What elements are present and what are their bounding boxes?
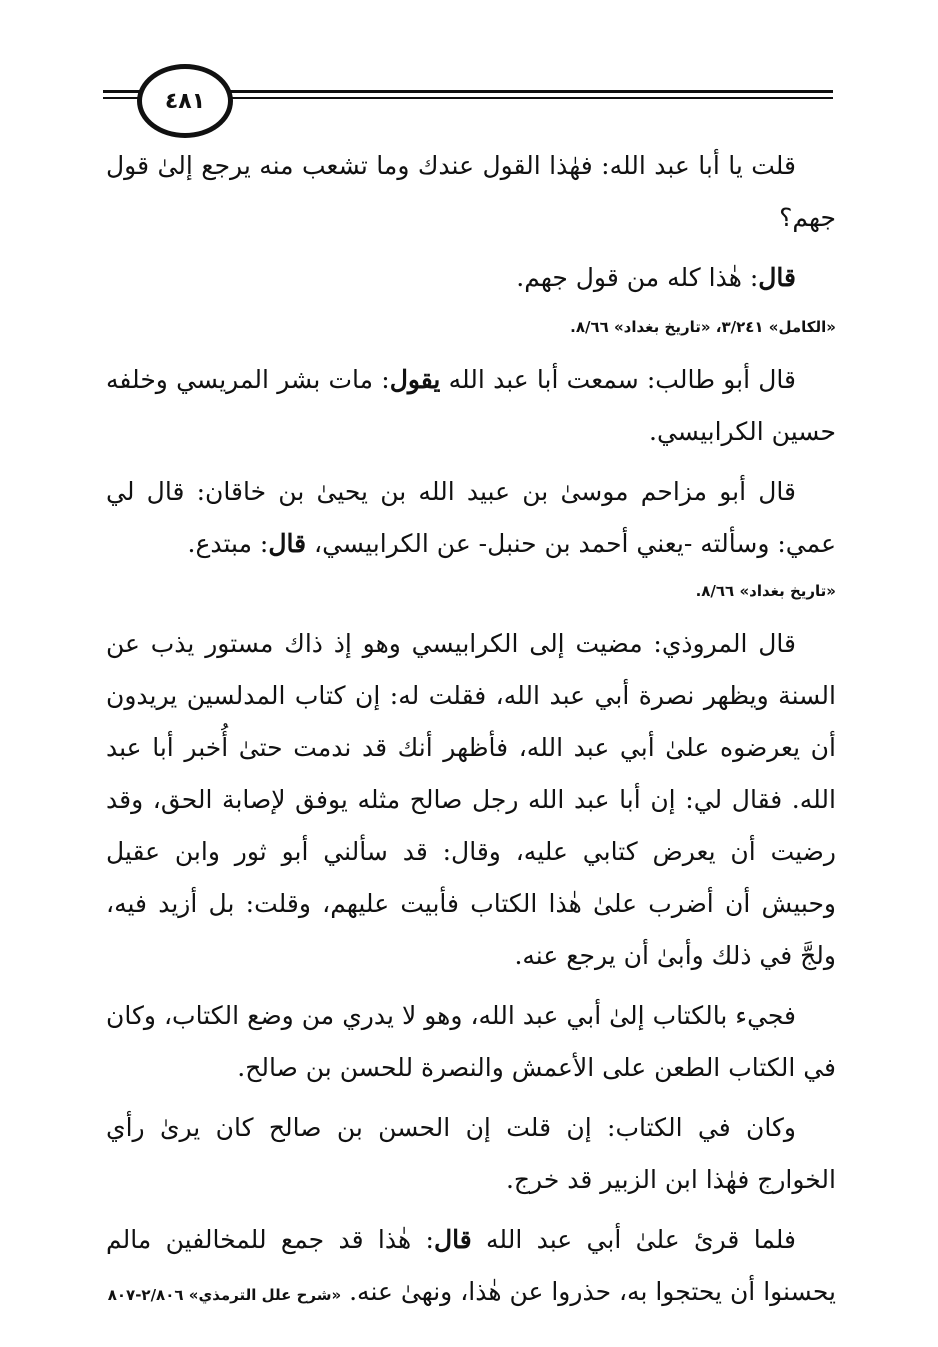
paragraph-text: فلما قرئ علىٰ أبي عبد الله	[471, 1225, 796, 1254]
source-reference: «تاريخ بغداد» ٨/٦٦.	[695, 582, 836, 600]
paragraph-text: : هٰذا قد جمع للمخالفين مالم يحسنوا أن يحتجوا به، حذروا عن هٰذا، ونهىٰ عنه.	[106, 1225, 836, 1306]
paragraph	[106, 618, 836, 982]
paragraph-text: : مبتدع.	[187, 529, 269, 558]
bold-word: قال	[433, 1225, 472, 1254]
page-header	[103, 62, 833, 142]
paragraph	[106, 252, 836, 304]
paragraph	[106, 990, 836, 1094]
paragraph-text: : هٰذا كله من قول جهم.	[516, 263, 759, 292]
paragraph	[106, 140, 836, 244]
paragraph	[106, 466, 836, 570]
paragraph-text: قال أبو مزاحم موسىٰ بن عبيد الله بن يحيىٰ بن خاقان: قال لي عمي: وسألته -يعني أحمد بن حنبل- عن الكرابيسي،	[106, 477, 836, 558]
bold-word: قال	[268, 529, 307, 558]
paragraph	[106, 1102, 836, 1206]
paragraph-text: : مات بشر المريسي وخلفه حسين الكرابيسي.	[106, 365, 836, 446]
paragraph-text: قال أبو طالب: سمعت أبا عبد الله	[440, 365, 796, 394]
paragraph-text: فجيء بالكتاب إلىٰ أبي عبد الله، وهو لا يدري من وضع الكتاب، وكان في الكتاب الطعن على الأعمش والنصرة للحسن بن صالح.	[106, 1001, 836, 1082]
source-reference: «شرح علل الترمذي» ٢/٨٠٦-٨٠٧	[107, 1286, 342, 1304]
page-body	[106, 140, 836, 1326]
paragraph-text: وكان في الكتاب: إن قلت إن الحسن بن صالح كان يرىٰ رأي الخوارج فهٰذا ابن الزبير قد خرج.	[106, 1113, 836, 1194]
bold-word: يقول	[389, 365, 441, 394]
paragraph-text: قال المروذي: مضيت إلى الكرابيسي وهو إذ ذاك مستور يذب عن السنة ويظهر نصرة أبي عبد الله، فقلت له: إن كتاب المدلسين يريدون أن يعرضوه علىٰ أبي عبد الله، فأظهر أنك قد ندمت حتىٰ أُخبر أبا عبد الله. فقال لي: إن أبا عبد الله رجل صالح مثله يوفق لإصابة الحق، وقد رضيت أن يعرض كتابي عليه، وقال: قد سألني أبو ثور وابن عقيل وحبيش أن أضرب علىٰ هٰذا الكتاب فأبيت عليهم، وقلت: بل أزيد فيه، ولجَّ في ذلك وأبىٰ أن يرجع عنه.	[106, 629, 836, 970]
source-reference: «الكامل» ٣/٢٤١، «تاريخ بغداد» ٨/٦٦.	[570, 318, 836, 336]
paragraph-text: قلت يا أبا عبد الله: فهٰذا القول عندك وما تشعب منه يرجع إلىٰ قول جهم؟	[106, 151, 836, 232]
page-number: ٤٨١	[137, 64, 233, 138]
paragraph	[106, 354, 836, 458]
paragraph	[106, 1214, 836, 1318]
bold-word: قال	[758, 263, 796, 292]
